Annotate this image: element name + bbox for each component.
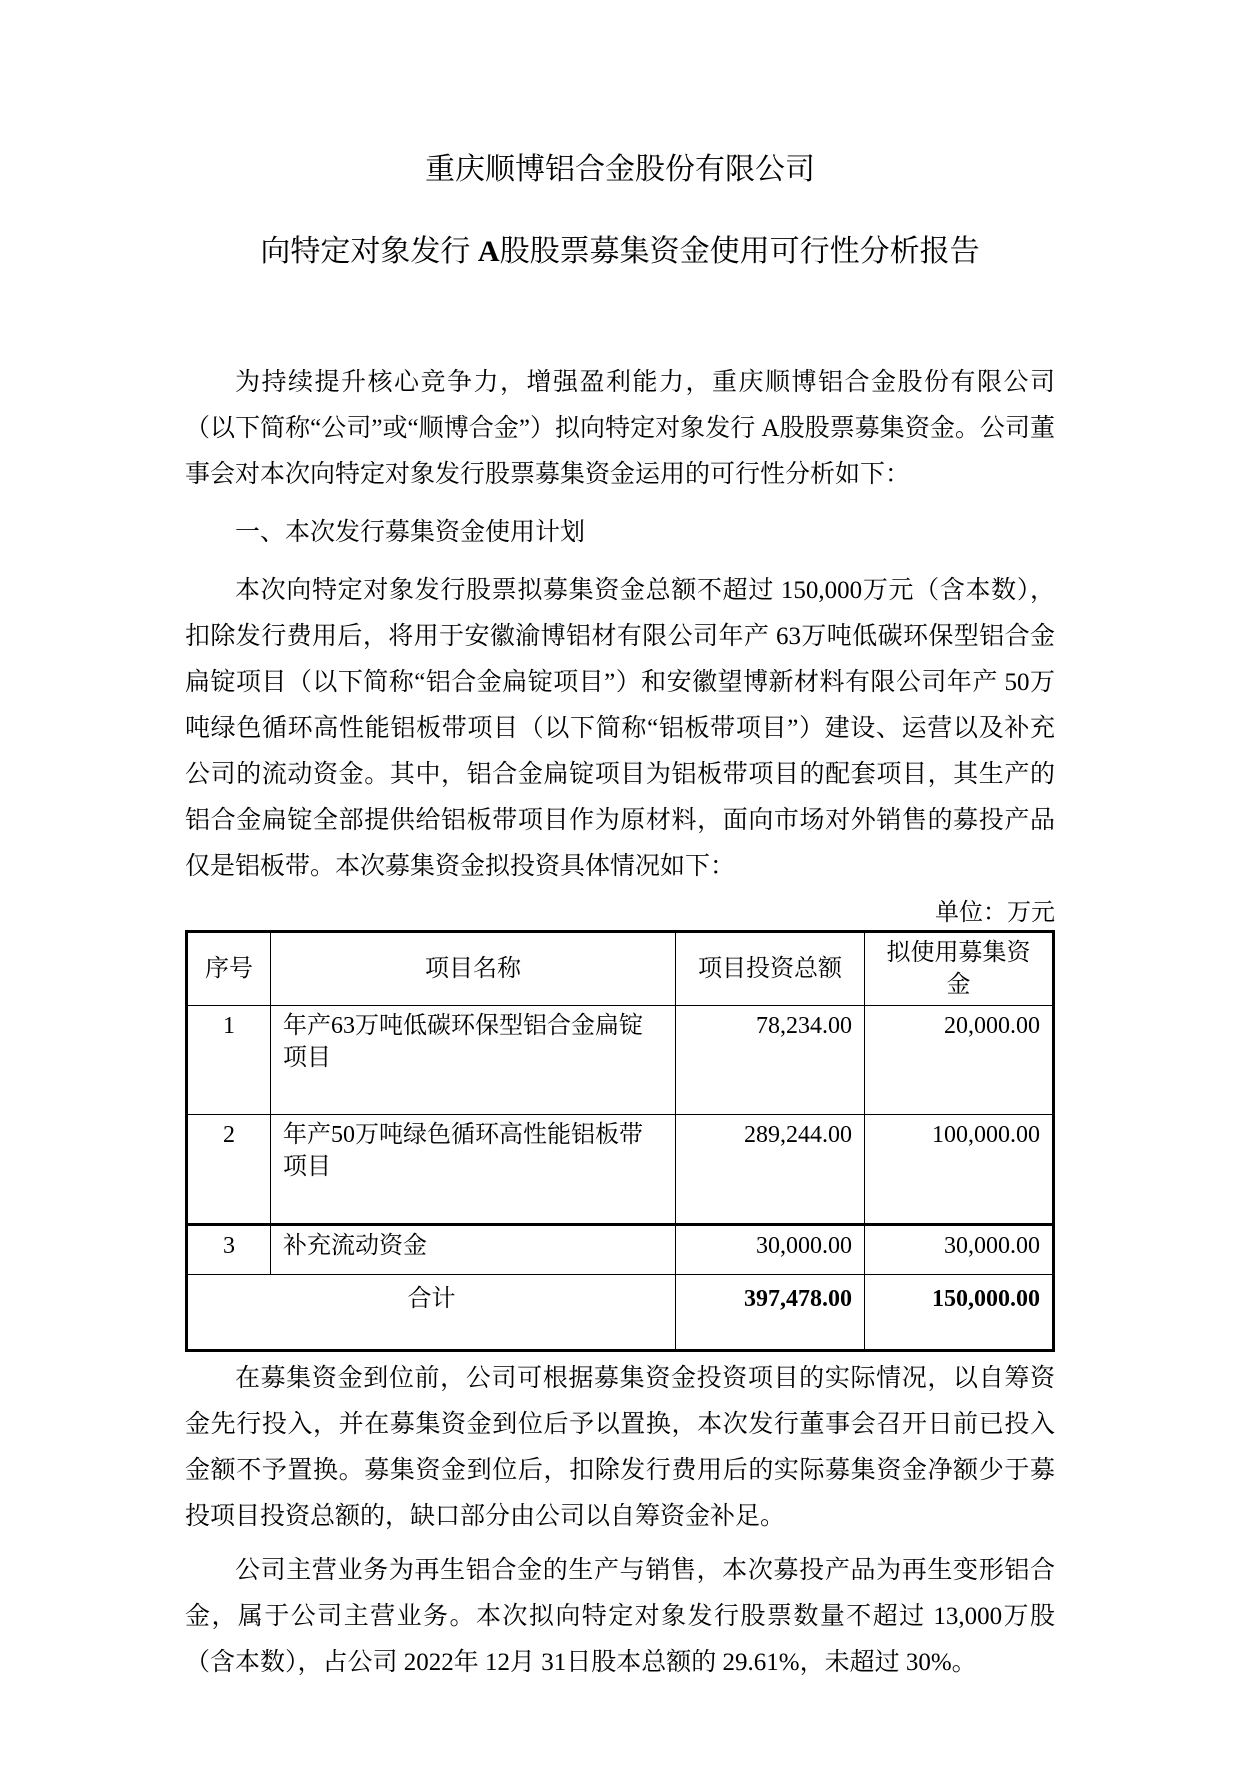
- intro-paragraph: 为持续提升核心竞争力，增强盈利能力，重庆顺博铝合金股份有限公司（以下简称“公司”或“顺博合金”）拟向特定对象发行 A股股票募集资金。公司董事会对本次向特定对象发行股票募集资金运用的可行性分析如下：: [185, 369, 1055, 488]
- total-raised: 150,000.00: [865, 1275, 1054, 1351]
- cell-no: 2: [187, 1115, 271, 1225]
- section-heading: 一、本次发行募集资金使用计划: [235, 519, 586, 546]
- document-subtitle: [185, 232, 1055, 272]
- document-page: [185, 0, 1055, 1766]
- cell-name: 年产63万吨低碳环保型铝合金扁锭项目: [271, 1006, 676, 1115]
- subtitle-post: 股股票募集资金使用可行性分析报告: [499, 235, 980, 268]
- header-no: 序号: [187, 932, 271, 1006]
- cell-total: 289,244.00: [676, 1115, 865, 1225]
- cell-no: 1: [187, 1006, 271, 1115]
- table-total-row: [187, 1275, 1054, 1351]
- cell-raised: 30,000.00: [865, 1225, 1054, 1275]
- total-label: 合计: [187, 1275, 676, 1351]
- table-row: [187, 1006, 1054, 1115]
- header-name: 项目名称: [271, 932, 676, 1006]
- subtitle-pre: 向特定对象发行: [260, 235, 478, 268]
- after-table-paragraph: 在募集资金到位前，公司可根据募集资金投资项目的实际情况，以自筹资金先行投入，并在募集资金到位后予以置换，本次发行董事会召开日前已投入金额不予置换。募集资金到位后，扣除发行费用后的实际募集资金净额少于募投项目投资总额的，缺口部分由公司以自筹资金补足。: [185, 1365, 1055, 1530]
- intro-section: [185, 360, 1055, 890]
- total-investment: 397,478.00: [676, 1275, 865, 1351]
- subtitle-bold: A: [477, 235, 500, 268]
- cell-name: 补充流动资金: [271, 1225, 676, 1275]
- cell-raised: 100,000.00: [865, 1115, 1054, 1225]
- cell-no: 3: [187, 1225, 271, 1275]
- cell-total: 30,000.00: [676, 1225, 865, 1275]
- cell-total: 78,234.00: [676, 1006, 865, 1115]
- document-title: 重庆顺博铝合金股份有限公司: [425, 153, 815, 186]
- business-paragraph: 公司主营业务为再生铝合金的生产与销售，本次募投产品为再生变形铝合金，属于公司主营业务。本次拟向特定对象发行股票数量不超过 13,000万股（含本数），占公司 2022年 12月 31日股本总额的 29.61%，未超过 30%。: [185, 1557, 1055, 1676]
- closing-section: [185, 1356, 1055, 1686]
- header-raised: 拟使用募集资金: [865, 932, 1054, 1006]
- table-header: [187, 932, 1054, 1006]
- unit-label: 单位：万元: [935, 900, 1055, 926]
- fund-usage-table: [185, 930, 1055, 1352]
- table-row: [187, 1115, 1054, 1225]
- cell-raised: 20,000.00: [865, 1006, 1054, 1115]
- table-row: [187, 1225, 1054, 1275]
- cell-name: 年产50万吨绿色循环高性能铝板带项目: [271, 1115, 676, 1225]
- plan-paragraph: 本次向特定对象发行股票拟募集资金总额不超过 150,000万元（含本数），扣除发行费用后，将用于安徽渝博铝材有限公司年产 63万吨低碳环保型铝合金扁锭项目（以下简称“铝合金扁锭项目”）和安徽望博新材料有限公司年产 50万吨绿色循环高性能铝板带项目（以下简称“铝板带项目”）建设、运营以及补充公司的流动资金。其中，铝合金扁锭项目为铝板带项目的配套项目，其生产的铝合金扁锭全部提供给铝板带项目作为原材料，面向市场对外销售的募投产品仅是铝板带。本次募集资金拟投资具体情况如下：: [185, 577, 1055, 880]
- header-total: 项目投资总额: [676, 932, 865, 1006]
